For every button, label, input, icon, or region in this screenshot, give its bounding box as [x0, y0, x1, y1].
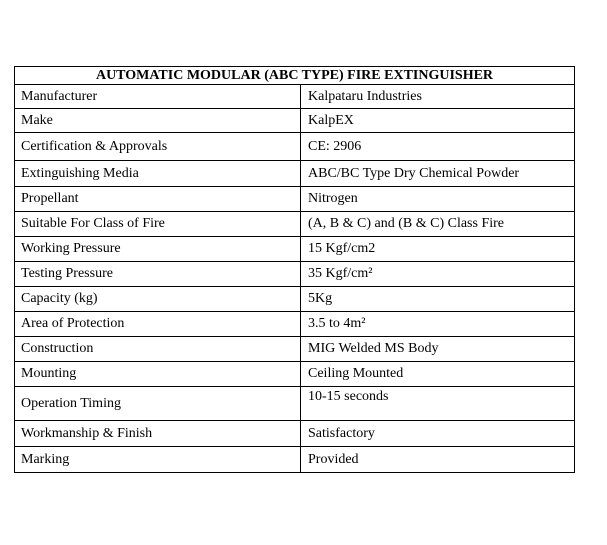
row-label-marking: Marking	[15, 447, 301, 473]
table-title-row	[15, 67, 575, 85]
table-row	[15, 362, 575, 387]
row-value-construction: MIG Welded MS Body	[301, 337, 575, 362]
row-label-working-pressure: Working Pressure	[15, 237, 301, 262]
row-value-testing-pressure: 35 Kgf/cm²	[301, 262, 575, 287]
row-value-extinguishing-media: ABC/BC Type Dry Chemical Powder	[301, 161, 575, 187]
table-row	[15, 312, 575, 337]
row-value-class-of-fire: (A, B & C) and (B & C) Class Fire	[301, 212, 575, 237]
row-value-operation-timing: 10-15 seconds	[301, 387, 575, 421]
table-row	[15, 109, 575, 133]
row-label-workmanship: Workmanship & Finish	[15, 421, 301, 447]
row-value-capacity: 5Kg	[301, 287, 575, 312]
table-row	[15, 237, 575, 262]
row-label-testing-pressure: Testing Pressure	[15, 262, 301, 287]
row-label-make: Make	[15, 109, 301, 133]
row-value-certification: CE: 2906	[301, 133, 575, 161]
table-row	[15, 421, 575, 447]
row-value-make: KalpEX	[301, 109, 575, 133]
table-row	[15, 387, 575, 421]
table-row	[15, 447, 575, 473]
table-title: AUTOMATIC MODULAR (ABC TYPE) FIRE EXTINGUISHER	[15, 67, 575, 85]
row-value-propellant: Nitrogen	[301, 187, 575, 212]
table-row	[15, 262, 575, 287]
row-value-workmanship: Satisfactory	[301, 421, 575, 447]
row-label-construction: Construction	[15, 337, 301, 362]
row-label-mounting: Mounting	[15, 362, 301, 387]
row-label-operation-timing: Operation Timing	[15, 387, 301, 421]
table-row	[15, 85, 575, 109]
table-row	[15, 212, 575, 237]
table-row	[15, 287, 575, 312]
row-label-area-of-protection: Area of Protection	[15, 312, 301, 337]
table-row	[15, 187, 575, 212]
row-value-mounting: Ceiling Mounted	[301, 362, 575, 387]
row-value-working-pressure: 15 Kgf/cm2	[301, 237, 575, 262]
row-label-class-of-fire: Suitable For Class of Fire	[15, 212, 301, 237]
row-label-extinguishing-media: Extinguishing Media	[15, 161, 301, 187]
row-value-manufacturer: Kalpataru Industries	[301, 85, 575, 109]
row-label-manufacturer: Manufacturer	[15, 85, 301, 109]
row-label-propellant: Propellant	[15, 187, 301, 212]
row-label-certification: Certification & Approvals	[15, 133, 301, 161]
specification-table	[14, 66, 575, 473]
row-label-capacity: Capacity (kg)	[15, 287, 301, 312]
table-row	[15, 161, 575, 187]
row-value-marking: Provided	[301, 447, 575, 473]
row-value-area-of-protection: 3.5 to 4m²	[301, 312, 575, 337]
table-row	[15, 133, 575, 161]
table-row	[15, 337, 575, 362]
